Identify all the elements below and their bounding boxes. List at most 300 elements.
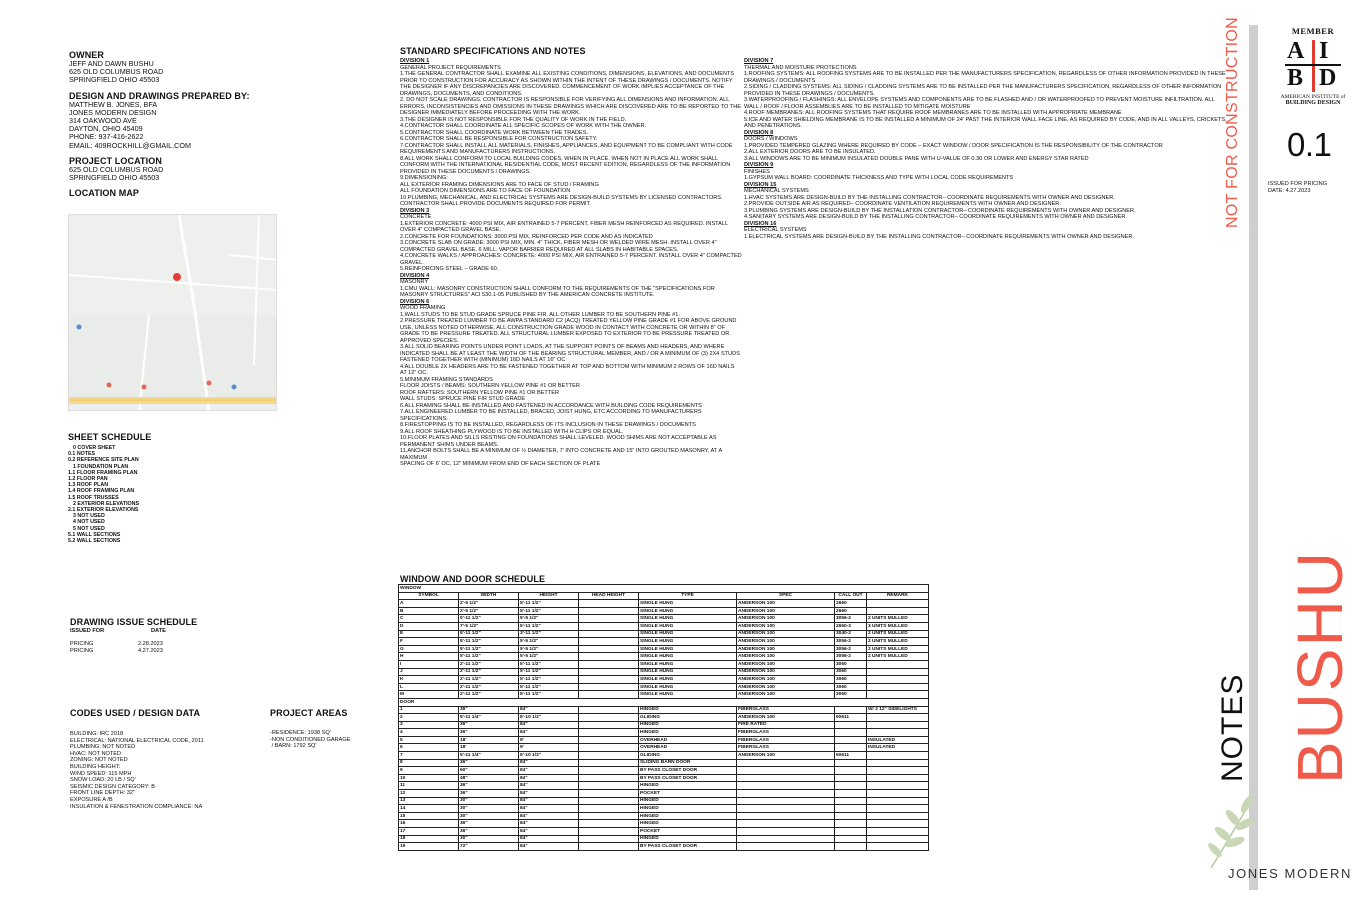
schedule-cell: 5'-5 1/2": [519, 615, 579, 623]
schedule-cell: FIBERGLASS: [737, 736, 835, 744]
door-row: [399, 805, 929, 813]
schedule-cell: 7: [399, 752, 459, 760]
spec-note: 1.THE GENERAL CONTRACTOR SHALL EXAMINE ALL EXISTING CONDITIONS, DIMENSIONS, ELEVATIONS, AND DOCUMENTS PRIOR TO CONSTRUCTION FOR ACCURACY AS SHOWN WITHIN THE INTENT OF THESE DRAWINGS / DOCUMENTS. NOTIFY THE DESIGNER IF ANY DISCREPANCIES ARE DISCOVERED. COMMENCEMENT OF WORK IMPLIES ACCEPTANCE OF THE DRAWINGS, DOCUMENTS, AND CONDITIONS.: [400, 71, 735, 97]
code-line: WIND SPEED: 115 MPH: [70, 770, 132, 777]
schedule-cell: ANDERSON 100: [737, 752, 835, 760]
schedule-cell: 84": [519, 797, 579, 805]
spec-note: ELECTRICAL SYSTEMS: [744, 227, 807, 233]
schedule-cell: ANDERSON 100: [737, 691, 835, 699]
schedule-cell: 3060: [835, 668, 867, 676]
spec-division-heading: DIVISION 9: [744, 162, 774, 168]
code-line: ZONING: NOT NOTED: [70, 757, 128, 764]
door-row: [399, 828, 929, 836]
spec-note: GENERAL PROJECT REQUIREMENTS: [400, 64, 501, 71]
spec-note: 4.CONCRETE WALKS / APPROACHES: CONCRETE: 4000 PSI MIX, AIR ENTRAINED 5-7 PERCENT. INSTALL OVER 4" COMPACTED GRAVEL.: [400, 253, 742, 266]
schedule-cell: [737, 835, 835, 843]
schedule-cell: [579, 721, 639, 729]
schedule-cell: GLIDING: [639, 714, 737, 722]
project-location-heading: PROJECT LOCATION: [69, 155, 162, 166]
schedule-cell: 3 UNITS MULLED: [867, 622, 929, 630]
schedule-cell: ANDERSON 100: [737, 645, 835, 653]
schedule-cell: 5'-5 1/2": [519, 638, 579, 646]
window-door-schedule: [398, 584, 929, 851]
specs-heading: STANDARD SPECIFICATIONS AND NOTES: [400, 46, 586, 56]
schedule-cell: INSULATED: [867, 744, 929, 752]
spec-note: 5.REINFORCING STEEL – GRADE 60.: [400, 266, 499, 272]
schedule-cell: SINGLE HUNG: [639, 683, 737, 691]
schedule-cell: SINGLE HUNG: [639, 676, 737, 684]
schedule-cell: 16: [399, 820, 459, 828]
schedule-cell: [579, 691, 639, 699]
project-areas-lines: [270, 730, 380, 750]
schedule-cell: BY PASS CLOSET DOOR: [639, 767, 737, 775]
map-pin-icon: [173, 273, 181, 281]
schedule-cell: 72": [459, 843, 519, 851]
schedule-cell: [737, 797, 835, 805]
leaf-branch-icon: [1203, 790, 1283, 870]
schedule-cell: 18': [459, 744, 519, 752]
location-map-graphic: [69, 215, 277, 411]
firm-name: JONES MODERN: [1228, 866, 1352, 881]
window-row: [399, 630, 929, 638]
schedule-cell: 2'-11 1/2": [459, 668, 519, 676]
schedule-cell: [867, 767, 929, 775]
sheet-schedule-list: [68, 445, 248, 544]
aibd-letter-d: D: [1319, 65, 1337, 91]
schedule-cell: 5'-11 1/2": [519, 660, 579, 668]
schedule-cell: [867, 782, 929, 790]
schedule-cell: [835, 812, 867, 820]
schedule-cell: [835, 706, 867, 714]
spec-note: 2.PROVIDE OUTSIDE AIR AS REQUIRED– COORDINATE VENTILATION REQUIREMENTS WITH OWNER AND DESIGNER.: [744, 201, 1061, 207]
spec-note: 5.ICE AND WATER SHIELDING MEMBRANE IS TO BE INSTALLED A MINIMUM OF 24' PAST THE INTERIOR WALL FACE LINE, AS REQUIRED BY CODE, AND IN ALL VALLEYS, CRICKETS, AND PENETRATIONS.: [744, 116, 1227, 129]
schedule-cell: 3056-2: [835, 615, 867, 623]
spec-note: 2. DO NOT SCALE DRAWINGS. CONTRACTOR IS RESPONSIBLE FOR VERIFYING ALL DIMENSIONS AND INFORMATION. ALL ERRORS, INCONSISTENCIES AND OMISSIONS IN THESE DRAWINGS WHICH ARE DISCOVERED ARE TO BE REPORTED TO THE DESIGNER IMMEDIATELY BEFORE PROCEEDING WITH THE WORK.: [400, 97, 741, 116]
sheet-schedule-item: 3 NOT USED: [73, 513, 105, 520]
spec-note: 4.CONTRACTOR SHALL COORDINATE ALL SPECIFIC SCOPES OF WORK WITH THE OWNER.: [400, 123, 647, 129]
aibd-name-line2: BUILDING DESIGN: [1285, 100, 1341, 106]
door-row: [399, 759, 929, 767]
schedule-cell: [867, 797, 929, 805]
door-row: [399, 729, 929, 737]
schedule-cell: SINGLE HUNG: [639, 653, 737, 661]
schedule-cell: 5'-11 1/2": [519, 622, 579, 630]
spec-note: 4.ROOF MEMBRANES: ALL ROOFING SYSTEMS THAT REQUIRE ROOF MEMBRANES ARE TO BE INSTALLED WITH APPROPRIATE MEMBRANE: [744, 110, 1122, 116]
window-row: [399, 668, 929, 676]
schedule-cell: 5'-5 1/2": [519, 653, 579, 661]
door-row: [399, 706, 929, 714]
schedule-cell: 2: [399, 714, 459, 722]
door-row: [399, 752, 929, 760]
schedule-cell: HINGED: [639, 782, 737, 790]
area-line: / BARN: 1792 SQ': [270, 743, 317, 750]
schedule-cell: 84": [519, 729, 579, 737]
code-line: EXPOSURE A /B: [70, 796, 113, 803]
schedule-cell: 36": [459, 729, 519, 737]
spec-note: FLOOR JOISTS / BEAMS: SOUTHERN YELLOW PINE #1 OR BETTER: [400, 383, 580, 389]
schedule-cell: K: [399, 676, 459, 684]
spec-note: 3.THE DESIGNER IS NOT RESPONSIBLE FOR THE QUALITY OF WORK IN THE FIELD.: [400, 116, 627, 123]
schedule-cell: 12: [399, 790, 459, 798]
aibd-member: MEMBER: [1291, 26, 1335, 36]
schedule-cell: SINGLE HUNG: [639, 645, 737, 653]
door-row: [399, 812, 929, 820]
schedule-cell: 36": [459, 759, 519, 767]
schedule-cell: [579, 676, 639, 684]
schedule-cell: [737, 774, 835, 782]
schedule-cell: [867, 752, 929, 760]
schedule-cell: REMARK: [867, 592, 929, 600]
schedule-cell: [579, 767, 639, 775]
schedule-cell: ANDERSON 100: [737, 630, 835, 638]
schedule-cell: FIBERGLASS: [737, 729, 835, 737]
schedule-cell: C: [399, 615, 459, 623]
area-line: -NON CONDITIONED GARAGE: [270, 736, 351, 743]
project-name-block: [1283, 528, 1357, 784]
specs-column-1: [400, 58, 742, 468]
schedule-cell: ANDERSON 100: [737, 607, 835, 615]
schedule-cell: 84": [519, 843, 579, 851]
schedule-cell: [579, 744, 639, 752]
sheet-schedule-item: 0.2 REFERENCE SITE PLAN: [68, 457, 139, 464]
schedule-cell: [867, 691, 929, 699]
schedule-cell: 3060: [835, 660, 867, 668]
door-row: [399, 744, 929, 752]
schedule-cell: 3060: [835, 691, 867, 699]
schedule-cell: 84": [519, 790, 579, 798]
schedule-cell: 30": [459, 812, 519, 820]
spec-division-heading: DIVISION 7: [744, 58, 774, 64]
schedule-cell: [867, 835, 929, 843]
spec-division-heading: DIVISION 4: [400, 272, 430, 279]
schedule-cell: 6: [399, 744, 459, 752]
specs-column-2: [744, 58, 1230, 240]
jones-modern-logo: [1203, 790, 1283, 870]
schedule-cell: [867, 668, 929, 676]
spec-note: 2.PRESSURE TREATED LUMBER TO BE AWPA STANDARD C2 (ACQ) TREATED YELLOW PINE GRADE #1 FOR ABOVE GROUND USE, UNLESS NOTED OTHERWISE. ALL CONSTRUCTION GRADE WOOD IN CONTACT WITH CONCRETE OR WITHIN 8" OF GRADE TO BE PRESSURE TREATED. ALL STRUCTURAL LUMBER EXPOSED TO EXTERIOR TO BE PRESSURE TREATED OR APPROVED SPECIES.: [400, 318, 737, 344]
schedule-cell: [835, 729, 867, 737]
schedule-table: [398, 584, 929, 851]
spec-note: THERMAL AND MOISTURE PROTECTIONS: [744, 64, 857, 71]
schedule-cell: HEAD HEIGHT: [579, 592, 639, 600]
project-location-lines: [69, 166, 299, 182]
owner-line: JEFF AND DAWN BUSHU: [69, 59, 154, 68]
schedule-cell: INSULATED: [867, 736, 929, 744]
aibd-letter-b: B: [1287, 65, 1304, 91]
spec-note: 11.ANCHOR BOLTS SHALL BE A MINIMUM OF ½ DIAMETER, 7' INTO CONCRETE AND 15" INTO GROUTED MASONRY, AT A MAXIMUM: [400, 448, 722, 461]
schedule-door-label: [399, 698, 929, 706]
schedule-window-label: [399, 585, 929, 593]
schedule-cell: 6'-10 1/2": [519, 714, 579, 722]
schedule-cell: 5'-5 1/2": [519, 645, 579, 653]
window-row: [399, 622, 929, 630]
schedule-cell: [579, 797, 639, 805]
schedule-cell: SPEC: [737, 592, 835, 600]
schedule-cell: J: [399, 668, 459, 676]
schedule-cell: [579, 668, 639, 676]
schedule-cell: 15: [399, 812, 459, 820]
schedule-cell: 5'-11 1/2": [519, 607, 579, 615]
schedule-cell: [867, 660, 929, 668]
schedule-heading: WINDOW AND DOOR SCHEDULE: [400, 574, 546, 584]
spec-note: WOOD FRAMING: [400, 305, 446, 311]
schedule-cell: 17: [399, 828, 459, 836]
schedule-cell: [737, 843, 835, 851]
schedule-cell: [579, 774, 639, 782]
sheet-schedule-item: 4 NOT USED: [73, 519, 105, 526]
schedule-cell: POCKET: [639, 790, 737, 798]
prepared-line: PHONE: 937-416-2622: [69, 132, 144, 142]
schedule-cell: [835, 767, 867, 775]
code-line: SEISMIC DESIGN CATEGORY: B: [70, 783, 155, 790]
schedule-cell: SINGLE HUNG: [639, 622, 737, 630]
schedule-cell: [579, 630, 639, 638]
schedule-cell: 5'-11 1/2": [519, 600, 579, 608]
sheet-number: 0.1: [1287, 126, 1332, 163]
schedule-cell: 84": [519, 835, 579, 843]
sheet-schedule-item: 5 NOT USED: [73, 525, 105, 532]
spec-note: 2.ALL EXTERIOR DOORS ARE TO BE INSULATED.: [744, 149, 876, 155]
schedule-cell: HINGED: [639, 706, 737, 714]
not-for-construction-stamp: [1224, 18, 1242, 228]
spec-note: ROOF RAFTERS: SOUTHERN YELLOW PINE #1 OR BETTER: [400, 389, 560, 396]
schedule-cell: SINGLE HUNG: [639, 600, 737, 608]
schedule-cell: [867, 600, 929, 608]
schedule-cell: HINGED: [639, 812, 737, 820]
schedule-cell: 36": [459, 790, 519, 798]
issued-for-pricing: ISSUED FOR PRICING: [1268, 181, 1328, 187]
location-line: SPRINGFIELD OHIO 45503: [69, 173, 160, 183]
spec-note: 5.MINIMUM FRAMING STANDARDS: [400, 376, 493, 383]
schedule-cell: BY PASS CLOSET DOOR: [639, 843, 737, 851]
schedule-cell: SINGLE HUNG: [639, 691, 737, 699]
window-row: [399, 653, 929, 661]
aibd-name-line1: AMERICAN INSTITUTE of: [1280, 94, 1346, 100]
spec-note: 1.HVAC SYSTEMS ARE DESIGN-BUILD BY THE INSTALLING CONTRACTOR– COORDINATE REQUIREMENTS WITH OWNER AND DESIGNER.: [744, 194, 1115, 201]
aibd-red-bar: [1312, 40, 1315, 92]
schedule-cell: 2'-11 1/2": [459, 660, 519, 668]
sheet-schedule-item: 5.1 WALL SECTIONS: [68, 531, 121, 538]
spec-note: 5.CONTRACTOR SHALL COORDINATE WORK BETWEEN THE TRADES.: [400, 129, 589, 136]
schedule-cell: [579, 782, 639, 790]
schedule-cell: 84": [519, 767, 579, 775]
project-areas-heading: PROJECT AREAS: [270, 708, 348, 718]
schedule-cell: 9: [399, 767, 459, 775]
sheet-schedule-item: 1.2 FLOOR PAN: [68, 476, 108, 483]
code-line: BUILDING: IRC 2018: [70, 731, 124, 737]
schedule-cell: ANDERSON 100: [737, 600, 835, 608]
schedule-cell: ANDERSON 100: [737, 638, 835, 646]
spec-note: 6.ALL FRAMING SHALL BE INSTALLED AND FASTENED IN ACCORDANCE WITH BUILDING CODE REQUIREMENTS: [400, 402, 702, 409]
schedule-cell: [579, 600, 639, 608]
schedule-cell: GLIDING: [639, 752, 737, 760]
schedule-cell: 5'-11 1/2": [519, 683, 579, 691]
schedule-cell: 2 UNITS MULLED: [867, 630, 929, 638]
code-line: ELECTRICAL: NATIONAL ELECTRICAL CODE, 2011: [70, 737, 204, 744]
spec-division-heading: DIVISION 8: [744, 129, 774, 136]
code-line: SNOW LOAD: 20 LB / SQ': [70, 777, 136, 784]
schedule-cell: 5'-11 1/2": [459, 638, 519, 646]
schedule-cell: FIBERGLASS: [737, 744, 835, 752]
spec-note: 1.PROVIDED TEMPERED GLAZING WHERE REQUIRED BY CODE – EXACT WINDOW / DOOR SPECIFICATION IS THE RESPONSIBILITY OF THE CONTRACTOR: [744, 142, 1163, 149]
schedule-cell: 9': [519, 736, 579, 744]
schedule-cell: [579, 729, 639, 737]
spec-division-heading: DIVISION 16: [744, 220, 777, 227]
schedule-cell: 18: [399, 835, 459, 843]
window-row: [399, 607, 929, 615]
schedule-cell: 13: [399, 797, 459, 805]
schedule-cell: [867, 805, 929, 813]
spec-note: 9.ALL ROOF SHEATHING PLYWOOD IS TO BE INSTALLED WITH H CLIPS OR EQUAL.: [400, 428, 624, 435]
schedule-cell: SINGLE HUNG: [639, 668, 737, 676]
schedule-cell: 84": [519, 820, 579, 828]
schedule-cell: [835, 805, 867, 813]
schedule-cell: 5'-11 1/2": [459, 653, 519, 661]
schedule-cell: [867, 759, 929, 767]
schedule-cell: B: [399, 607, 459, 615]
schedule-cell: [835, 843, 867, 851]
spec-note: 6.CONTRACTOR SHALL BE RESPONSIBLE FOR CONSTRUCTION SAFETY.: [400, 136, 598, 142]
sheet-title: NOTES: [1216, 673, 1249, 782]
schedule-cell: 36": [459, 721, 519, 729]
schedule-cell: [579, 638, 639, 646]
spec-note: 10.PLUMBING, MECHANICAL, AND ELECTRICAL SYSTEMS ARE DESIGN-BUILD SYSTEMS BY LICENSED CONTRACTORS. CONTRACTOR SHALL PROVIDE DOCUMENTS REQUIRED FOR PERMIT.: [400, 194, 723, 207]
issue-date: 4.27.2023: [138, 647, 163, 654]
spec-note: 9.DIMENSIONING:: [400, 175, 448, 181]
schedule-cell: 3: [399, 721, 459, 729]
schedule-cell: 8: [399, 759, 459, 767]
schedule-cell: CALL OUT: [835, 592, 867, 600]
schedule-cell: 5: [399, 736, 459, 744]
schedule-cell: [737, 790, 835, 798]
schedule-cell: [835, 782, 867, 790]
schedule-cell: HINGED: [639, 820, 737, 828]
schedule-cell: [867, 820, 929, 828]
schedule-cell: [579, 714, 639, 722]
sheet-schedule-item: 1.5 ROOF TRUSSES: [68, 494, 119, 501]
project-name: BUSHU: [1284, 549, 1356, 784]
schedule-cell: 84": [519, 759, 579, 767]
schedule-cell: 3056-2: [835, 653, 867, 661]
schedule-cell: 3056-2: [835, 645, 867, 653]
door-row: [399, 774, 929, 782]
schedule-cell: 84": [519, 782, 579, 790]
aibd-letter-a: A: [1287, 38, 1305, 64]
door-row: [399, 767, 929, 775]
issued-date: DATE: 4.27.2023: [1268, 188, 1311, 194]
schedule-cell: 2660: [835, 600, 867, 608]
schedule-cell: D: [399, 622, 459, 630]
schedule-cell: 2'-11 1/2": [459, 676, 519, 684]
prepared-lines: [69, 101, 299, 150]
schedule-cell: FIRE RATED: [737, 721, 835, 729]
schedule-cell: 84": [519, 721, 579, 729]
schedule-cell: 2 UNITS MULLED: [867, 638, 929, 646]
spec-division-heading: DIVISION 1: [400, 58, 430, 64]
drawing-issue-rows: [70, 641, 260, 654]
owner-lines: [69, 60, 299, 85]
spec-note: 3.ALL SOLID BEARING POINTS UNDER POINT LOADS, AT THE SUPPORT POINTS OF BEAMS AND HEADERS, AND WHERE INDICATED SHALL BE AT LEAST THE WIDTH OF THE BEARING STRUCTURAL MEMBER, AND / OR A MINIMUM OF (3) 2X4 STUDS FASTENED TOGETHER WITH (MINIMUM) 16D NAILS AT 16" OC: [400, 344, 740, 363]
schedule-cell: G: [399, 645, 459, 653]
schedule-cell: [867, 714, 929, 722]
schedule-cell: SINGLE HUNG: [639, 638, 737, 646]
sheet-schedule-item: 2.1 EXTERIOR ELEVATIONS: [68, 507, 139, 514]
schedule-cell: [737, 805, 835, 813]
schedule-cell: [579, 622, 639, 630]
schedule-cell: [835, 721, 867, 729]
schedule-cell: 14: [399, 805, 459, 813]
schedule-cell: 5'-11 1/2": [519, 676, 579, 684]
window-row: [399, 683, 929, 691]
schedule-cell: 2'-5 1/2": [459, 607, 519, 615]
schedule-cell: HINGED: [639, 721, 737, 729]
schedule-cell: [579, 653, 639, 661]
schedule-cell: 5'-11 1/2": [519, 691, 579, 699]
spec-note: 8.FIRESTOPPING IS TO BE INSTALLED, REGARDLESS OF ITS INCLUSION IN THESE DRAWINGS / DOCUMENTS: [400, 422, 696, 428]
sheet-schedule-heading: SHEET SCHEDULE: [68, 432, 152, 442]
schedule-cell: [579, 820, 639, 828]
door-row: [399, 797, 929, 805]
spec-note: SPACING OF 6' OC, 12" MINIMUM FROM END OF EACH SECTION OF PLATE: [400, 461, 601, 467]
spec-note: 7.CONTRACTOR SHALL INSTALL ALL MATERIALS, FINISHES, APPLIANCES, AND EQUIPMENT TO BE COMPLIANT WITH CODE REQUIREMENTS AND MANUFACTURERS INSTRUCTIONS.: [400, 142, 733, 155]
schedule-cell: [579, 706, 639, 714]
schedule-cell: SINGLE HUNG: [639, 660, 737, 668]
schedule-cell: [579, 828, 639, 836]
schedule-cell: 18': [459, 736, 519, 744]
prepared-line: MATTHEW B. JONES, BFA: [69, 99, 158, 109]
schedule-cell: [579, 752, 639, 760]
door-row: [399, 721, 929, 729]
window-row: [399, 638, 929, 646]
spec-note: ALL FOUNDATION DIMENSIONS ARE TO FACE OF FOUNDATION: [400, 188, 571, 194]
schedule-cell: 30": [459, 805, 519, 813]
schedule-cell: SINGLE HUNG: [639, 630, 737, 638]
location-map: [68, 214, 277, 411]
sheet-schedule-item: 5.2 WALL SECTIONS: [68, 538, 121, 545]
schedule-cell: 5'-11 1/4": [459, 714, 519, 722]
schedule-section-cell: WINDOW: [399, 585, 929, 593]
schedule-cell: [579, 660, 639, 668]
schedule-cell: [835, 744, 867, 752]
schedule-cell: [867, 828, 929, 836]
sheet-schedule-item: 1.1 FLOOR FRAMING PLAN: [68, 469, 138, 476]
schedule-cell: 60611: [835, 752, 867, 760]
schedule-cell: 2 UNITS MULLED: [867, 615, 929, 623]
schedule-cell: [867, 676, 929, 684]
schedule-cell: [737, 812, 835, 820]
spec-note: 1.GYPSUM WALL BOARD: COORDINATE THICKNESS AND TYPE WITH LOCAL CODE REQUIREMENTS: [744, 175, 1014, 181]
schedule-cell: L: [399, 683, 459, 691]
codes-block: [70, 708, 270, 810]
schedule-cell: ANDERSON 100: [737, 676, 835, 684]
schedule-cell: 84": [519, 774, 579, 782]
issued-for-header: ISSUED FOR: [70, 628, 105, 634]
sheet-schedule-item: 0 COVER SHEET: [73, 445, 116, 451]
schedule-cell: 36": [459, 820, 519, 828]
window-row: [399, 600, 929, 608]
code-line: INSULATION & FENESTRATION COMPLIANCE: NA: [70, 803, 203, 810]
schedule-cell: [867, 721, 929, 729]
spec-note: 4.ALL DOUBLE 2X HEADERS ARE TO BE FASTENED TOGETHER AT TOP AND BOTTOM WITH MINIMUM 2 ROWS OF 16D NAILS AT 12" OC.: [400, 363, 735, 376]
schedule-cell: 9': [519, 744, 579, 752]
prepared-line: JONES MODERN DESIGN: [69, 107, 157, 117]
schedule-cell: SINGLE HUNG: [639, 615, 737, 623]
aibd-letter-i: I: [1319, 38, 1329, 64]
schedule-cell: 5'-11 1/2": [459, 615, 519, 623]
door-row: [399, 843, 929, 851]
schedule-cell: 3060: [835, 676, 867, 684]
schedule-cell: [737, 759, 835, 767]
